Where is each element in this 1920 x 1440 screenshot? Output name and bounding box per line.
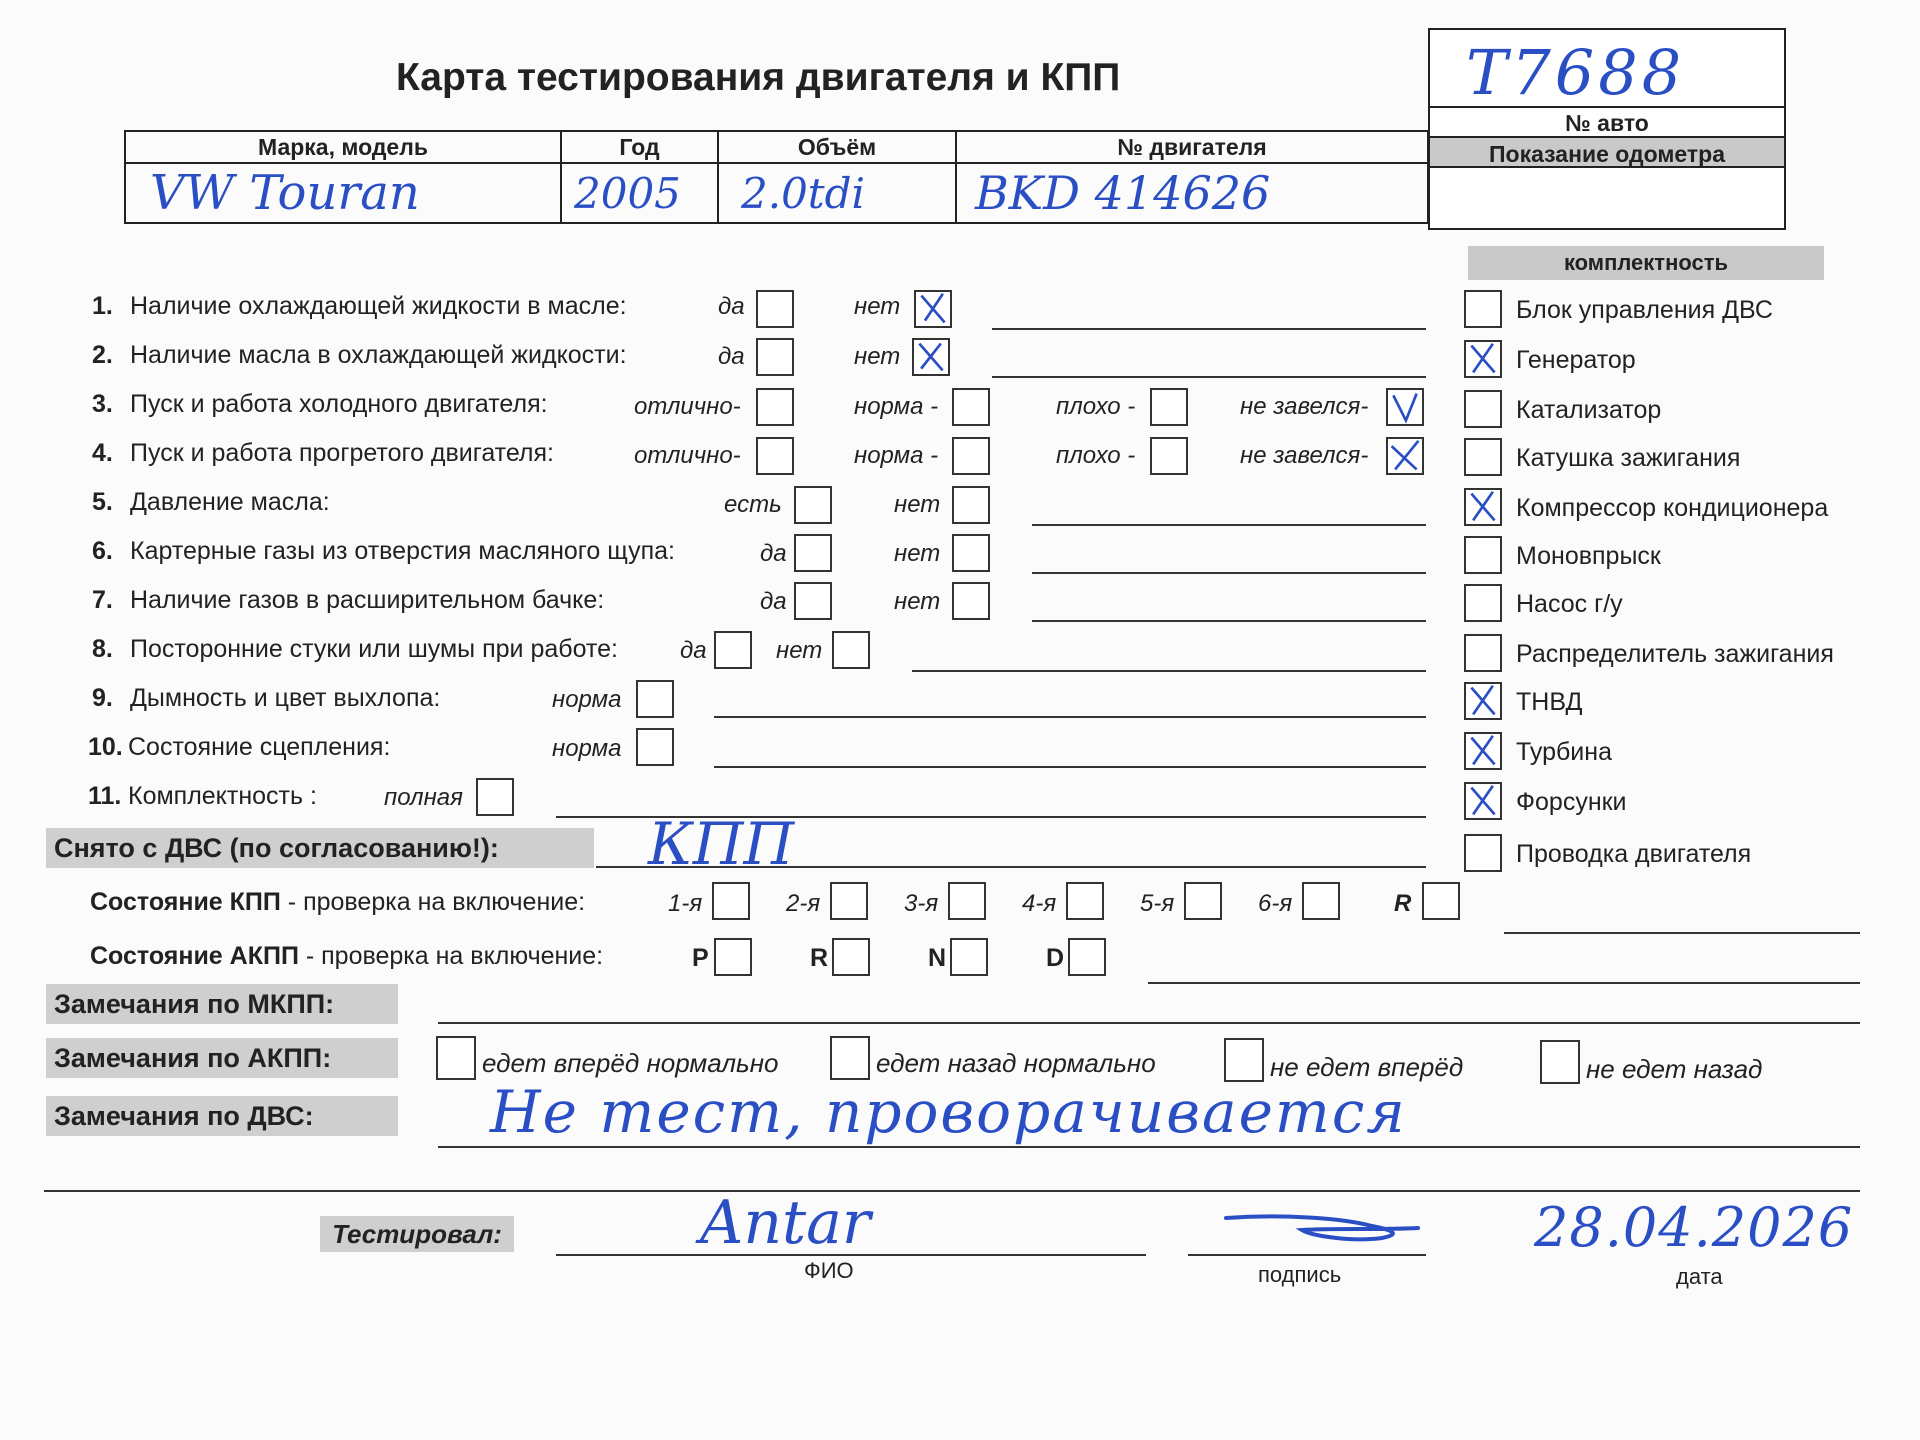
q4-nostart-label: не завелся- <box>1240 442 1369 469</box>
remarks-akpp-text: Замечания по АКПП: <box>54 1043 332 1073</box>
completeness-checkbox[interactable] <box>1464 536 1502 574</box>
cell-model[interactable] <box>125 163 561 223</box>
question-number: 3. <box>92 390 113 418</box>
completeness-checkbox[interactable] <box>1464 488 1502 526</box>
akpp-forward-ok-checkbox[interactable] <box>436 1036 476 1080</box>
akpp-gear-label: R <box>810 944 829 972</box>
q8-no-label: нет <box>776 637 823 664</box>
test-date-value: 28.04.2026 <box>1534 1196 1854 1259</box>
kpp-gear-label: 5-я <box>1140 890 1175 917</box>
remarks-mkpp-line <box>438 1022 1860 1024</box>
q3-bad-checkbox[interactable] <box>1150 388 1188 426</box>
kpp-row-label <box>90 888 585 917</box>
question-number: 5. <box>92 488 113 516</box>
remarks-dvs-label <box>46 1096 398 1136</box>
kpp-gear-checkbox[interactable] <box>1066 882 1104 920</box>
q9-normal-checkbox[interactable] <box>636 680 674 718</box>
q8-line <box>912 670 1426 672</box>
akpp-back-ok-checkbox[interactable] <box>830 1036 870 1080</box>
q5-yes-checkbox[interactable] <box>794 486 832 524</box>
completeness-checkbox[interactable] <box>1464 682 1502 720</box>
q8-yes-label: да <box>680 637 707 664</box>
kpp-gear-checkbox[interactable] <box>1302 882 1340 920</box>
check-x-icon <box>1466 784 1500 818</box>
question-text: Картерные газы из отверстия масляного щупа: <box>130 537 675 565</box>
q6-no-label: нет <box>894 540 941 567</box>
cell-engine[interactable] <box>956 163 1428 223</box>
tested-label: Тестировал: <box>320 1216 514 1252</box>
question-text: Комплектность : <box>128 782 317 810</box>
q1-no-label: нет <box>854 293 901 320</box>
cell-year[interactable] <box>561 163 718 223</box>
q4-bad-label: плохо - <box>1056 442 1136 469</box>
completeness-label: Генератор <box>1516 346 1636 374</box>
cell-volume[interactable] <box>718 163 956 223</box>
completeness-label: Распределитель зажигания <box>1516 640 1834 668</box>
q9-normal-label: норма <box>552 686 622 713</box>
completeness-checkbox[interactable] <box>1464 390 1502 428</box>
q3-nostart-checkbox[interactable] <box>1386 388 1424 426</box>
remarks-extra-line <box>44 1190 1860 1192</box>
remarks-dvs-text: Замечания по ДВС: <box>54 1101 314 1131</box>
q3-bad-label: плохо - <box>1056 393 1136 420</box>
removed-value: КПП <box>648 810 795 878</box>
q7-yes-checkbox[interactable] <box>794 582 832 620</box>
auto-box <box>1428 28 1786 230</box>
odometer-label: Показание одометра <box>1430 136 1784 168</box>
akpp-gear-label: N <box>928 944 947 972</box>
q1-yes-checkbox[interactable] <box>756 290 794 328</box>
question-text: Пуск и работа прогретого двигателя: <box>130 439 554 467</box>
kpp-gear-label: 6-я <box>1258 890 1293 917</box>
kpp-gear-checkbox[interactable] <box>712 882 750 920</box>
question-number: 6. <box>92 537 113 565</box>
akpp-back-ok-label: едет назад нормально <box>876 1048 1156 1078</box>
q5-line <box>1032 524 1426 526</box>
q8-yes-checkbox[interactable] <box>714 631 752 669</box>
kpp-gear-checkbox[interactable] <box>1422 882 1460 920</box>
q4-nostart-checkbox[interactable] <box>1386 437 1424 475</box>
check-x-icon <box>916 292 950 326</box>
col-model: Марка, модель <box>125 131 561 163</box>
kpp-gear-label: 2-я <box>786 890 821 917</box>
question-text: Наличие масла в охлаждающей жидкости: <box>130 341 627 369</box>
kpp-line <box>1504 932 1860 934</box>
completeness-label: Катализатор <box>1516 396 1662 424</box>
q1-yes-label: да <box>718 293 745 320</box>
check-x-icon <box>1388 439 1422 473</box>
question-number: 7. <box>92 586 113 614</box>
akpp-gear-label: D <box>1046 944 1065 972</box>
q6-line <box>1032 572 1426 574</box>
year-value: 2005 <box>574 168 681 218</box>
q4-normal-label: норма - <box>854 442 939 469</box>
akpp-line <box>1148 982 1860 984</box>
question-number: 9. <box>92 684 113 712</box>
question-text: Наличие газов в расширительном бачке: <box>130 586 605 614</box>
q3-normal-checkbox[interactable] <box>952 388 990 426</box>
signature-line <box>1188 1254 1426 1256</box>
akpp-no-back-checkbox[interactable] <box>1540 1040 1580 1084</box>
col-volume: Объём <box>718 131 956 163</box>
akpp-rest: - проверка на включение: <box>298 942 604 970</box>
completeness-checkbox[interactable] <box>1464 732 1502 770</box>
completeness-label: Компрессор кондиционера <box>1516 494 1829 522</box>
q2-no-label: нет <box>854 343 901 370</box>
akpp-no-forward-checkbox[interactable] <box>1224 1038 1264 1082</box>
completeness-label: Турбина <box>1516 738 1612 766</box>
col-engine: № двигателя <box>956 131 1428 163</box>
completeness-header: комплектность <box>1468 246 1824 280</box>
akpp-gear-checkbox[interactable] <box>950 938 988 976</box>
question-number: 2. <box>92 341 113 369</box>
akpp-gear-checkbox[interactable] <box>714 938 752 976</box>
q1-no-checkbox[interactable] <box>914 290 952 328</box>
question-number: 4. <box>92 439 113 467</box>
q9-line <box>714 716 1426 718</box>
date-caption: дата <box>1676 1264 1723 1289</box>
check-v-icon <box>1388 390 1422 424</box>
akpp-forward-ok-label: едет вперёд нормально <box>482 1048 779 1078</box>
kpp-bold: Состояние КПП <box>90 888 281 916</box>
fio-line <box>556 1254 1146 1256</box>
q6-yes-label: да <box>760 540 787 567</box>
completeness-label: Насос г/у <box>1516 590 1623 618</box>
q10-line <box>714 766 1426 768</box>
q4-excellent-label: отлично- <box>634 442 741 469</box>
akpp-gear-checkbox[interactable] <box>832 938 870 976</box>
kpp-gear-label: 4-я <box>1022 890 1057 917</box>
q5-no-checkbox[interactable] <box>952 486 990 524</box>
question-text: Состояние сцепления: <box>128 733 391 761</box>
remarks-mkpp-label <box>46 984 398 1024</box>
q4-bad-checkbox[interactable] <box>1150 437 1188 475</box>
q11-full-checkbox[interactable] <box>476 778 514 816</box>
check-x-icon <box>1466 342 1500 376</box>
completeness-checkbox[interactable] <box>1464 290 1502 328</box>
q7-yes-label: да <box>760 588 787 615</box>
fio-caption: ФИО <box>804 1258 854 1283</box>
q6-yes-checkbox[interactable] <box>794 534 832 572</box>
model-value: VW Touran <box>150 165 420 221</box>
signature-image <box>1222 1204 1422 1254</box>
vehicle-table <box>124 130 1429 224</box>
question-text: Наличие охлаждающей жидкости в масле: <box>130 292 627 320</box>
remarks-akpp-label <box>46 1038 398 1078</box>
q6-no-checkbox[interactable] <box>952 534 990 572</box>
q7-no-checkbox[interactable] <box>952 582 990 620</box>
q7-no-label: нет <box>894 588 941 615</box>
completeness-checkbox[interactable] <box>1464 834 1502 872</box>
tester-name-value: Antar <box>700 1188 871 1258</box>
question-text: Посторонние стуки или шумы при работе: <box>130 635 618 663</box>
question-number: 8. <box>92 635 113 663</box>
removed-line <box>596 866 1426 868</box>
kpp-rest: - проверка на включение: <box>280 888 586 916</box>
q10-normal-label: норма <box>552 735 622 762</box>
signature-caption: подпись <box>1258 1262 1342 1287</box>
q5-no-label: нет <box>894 491 941 518</box>
check-x-icon <box>1466 684 1500 718</box>
auto-number-value: T7688 <box>1466 36 1686 109</box>
q5-yes-label: есть <box>724 491 782 518</box>
question-text: Давление масла: <box>130 488 330 516</box>
akpp-gear-label: P <box>692 944 709 972</box>
engine-value: BKD 414626 <box>975 166 1271 220</box>
q2-line <box>992 376 1426 378</box>
odometer-value[interactable] <box>1430 170 1784 228</box>
completeness-checkbox[interactable] <box>1464 782 1502 820</box>
kpp-gear-label: R <box>1394 890 1412 917</box>
q11-full-label: полная <box>384 784 463 811</box>
q4-normal-checkbox[interactable] <box>952 437 990 475</box>
akpp-no-back-label: не едет назад <box>1586 1054 1763 1084</box>
akpp-row-label <box>90 942 603 971</box>
check-x-icon <box>1466 490 1500 524</box>
question-text: Пуск и работа холодного двигателя: <box>130 390 548 418</box>
q3-excellent-label: отлично- <box>634 393 741 420</box>
completeness-label: Форсунки <box>1516 788 1627 816</box>
akpp-bold: Состояние АКПП <box>90 942 299 970</box>
q2-yes-checkbox[interactable] <box>756 338 794 376</box>
col-year: Год <box>561 131 718 163</box>
kpp-gear-checkbox[interactable] <box>830 882 868 920</box>
q3-nostart-label: не завелся- <box>1240 393 1369 420</box>
question-text: Дымность и цвет выхлопа: <box>130 684 441 712</box>
removed-label-text: Снято с ДВС (по согласованию!): <box>54 833 499 863</box>
kpp-gear-checkbox[interactable] <box>948 882 986 920</box>
removed-label <box>46 828 594 868</box>
q10-normal-checkbox[interactable] <box>636 728 674 766</box>
akpp-gear-checkbox[interactable] <box>1068 938 1106 976</box>
q2-no-checkbox[interactable] <box>912 338 950 376</box>
q7-line <box>1032 620 1426 622</box>
completeness-label: Блок управления ДВС <box>1516 296 1773 324</box>
auto-number-label: № авто <box>1430 106 1784 138</box>
completeness-checkbox[interactable] <box>1464 634 1502 672</box>
q4-excellent-checkbox[interactable] <box>756 437 794 475</box>
completeness-label: Моновпрыск <box>1516 542 1661 570</box>
q8-no-checkbox[interactable] <box>832 631 870 669</box>
remarks-mkpp-text: Замечания по МКПП: <box>54 989 335 1019</box>
check-x-icon <box>1466 734 1500 768</box>
question-number: 1. <box>92 292 113 320</box>
completeness-label: Проводка двигателя <box>1516 840 1752 868</box>
question-number: 10. <box>88 733 123 761</box>
completeness-checkbox[interactable] <box>1464 340 1502 378</box>
kpp-gear-checkbox[interactable] <box>1184 882 1222 920</box>
kpp-gear-label: 3-я <box>904 890 939 917</box>
q2-yes-label: да <box>718 343 745 370</box>
volume-value: 2.0tdi <box>741 168 865 218</box>
completeness-checkbox[interactable] <box>1464 438 1502 476</box>
remarks-dvs-value: Не тест, проворачивается <box>490 1078 1407 1146</box>
remarks-dvs-line <box>438 1146 1860 1148</box>
completeness-label: ТНВД <box>1516 688 1583 716</box>
akpp-no-forward-label: не едет вперёд <box>1270 1052 1464 1082</box>
page-title: Карта тестирования двигателя и КПП <box>396 56 1121 99</box>
q1-line <box>992 328 1426 330</box>
q3-normal-label: норма - <box>854 393 939 420</box>
kpp-gear-label: 1-я <box>668 890 703 917</box>
question-number: 11. <box>88 782 122 810</box>
completeness-checkbox[interactable] <box>1464 584 1502 622</box>
q3-excellent-checkbox[interactable] <box>756 388 794 426</box>
completeness-label: Катушка зажигания <box>1516 444 1741 472</box>
check-x-icon <box>914 340 948 374</box>
